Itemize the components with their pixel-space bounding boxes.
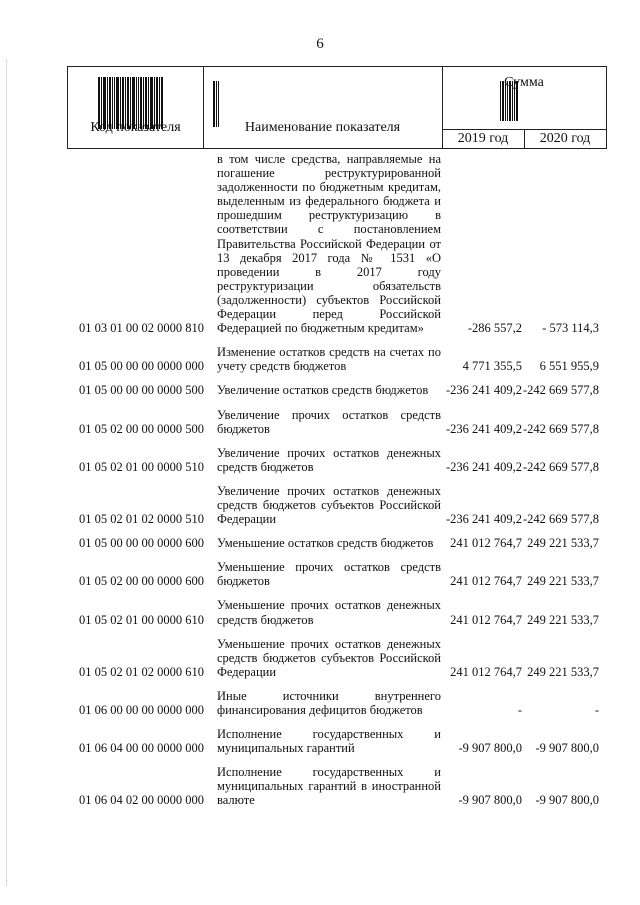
row-code: 01 05 00 00 00 0000 000 bbox=[79, 359, 204, 374]
row-value-2019: 4 771 355,5 bbox=[462, 359, 522, 374]
row-value-2020: -242 669 577,8 bbox=[522, 512, 599, 527]
row-code: 01 03 01 00 02 0000 810 bbox=[79, 321, 204, 336]
row-value-2020: -242 669 577,8 bbox=[522, 459, 599, 474]
row-value-2020: 249 221 533,7 bbox=[527, 664, 599, 679]
row-description: Изменение остатков средств на счетах по учету средств бюджетов bbox=[217, 345, 441, 374]
row-value-2020: - bbox=[594, 703, 599, 717]
row-description: Уменьшение остатков средств бюджетов bbox=[217, 536, 434, 551]
row-value-2020: -242 669 577,8 bbox=[522, 421, 599, 436]
header-year-2020: 2020 год bbox=[539, 131, 591, 146]
header-name-label: Наименование показателя bbox=[244, 120, 401, 135]
row-value-2020: 249 221 533,7 bbox=[527, 536, 599, 551]
header-sum-top bbox=[442, 67, 606, 130]
row-description: Уменьшение прочих остатков денежных средств бюджетов субъектов Российской Федерации bbox=[217, 636, 441, 679]
row-code: 01 05 02 00 00 0000 600 bbox=[79, 574, 204, 589]
row-description: Иные источники внутреннего финансирования дефицитов бюджетов bbox=[217, 688, 441, 717]
header-sum-label: Сумма bbox=[504, 75, 544, 90]
row-description: в том числе средства, направляемые на погашение реструктурированной задолженности по бюджетным кредитам, выделенным из федерального бюджета и прошедшим реструктуризацию в соответствии с постановлением Правительства Российской Федерации от 13 декабря 2017 года № 1531 «О проведении в 2017 году реструктуризации обязательств (задолженности) субъектов Российской Федерации перед Российской Федерацией по бюджетным кредитам» bbox=[217, 152, 441, 336]
row-value-2020: -9 907 800,0 bbox=[535, 793, 599, 808]
row-code: 01 05 02 00 00 0000 500 bbox=[79, 421, 204, 436]
row-value-2020: - 573 114,3 bbox=[542, 321, 599, 336]
page-number: 6 bbox=[316, 36, 324, 52]
row-value-2019: -236 241 409,2 bbox=[445, 512, 522, 527]
row-code: 01 06 00 00 00 0000 000 bbox=[79, 703, 204, 717]
header-year-2019: 2019 год bbox=[442, 129, 525, 148]
table-row bbox=[67, 408, 607, 436]
row-value-2019: - bbox=[517, 703, 522, 717]
table-row bbox=[67, 345, 607, 373]
header-sum-cell bbox=[442, 67, 606, 148]
row-code: 01 05 02 01 00 0000 510 bbox=[79, 459, 204, 474]
row-description: Уменьшение прочих остатков средств бюджетов bbox=[217, 560, 441, 589]
table-row bbox=[67, 560, 607, 588]
row-code: 01 05 00 00 00 0000 500 bbox=[79, 383, 204, 398]
table-row bbox=[67, 765, 607, 807]
row-value-2019: 241 012 764,7 bbox=[450, 536, 522, 551]
row-value-2019: 241 012 764,7 bbox=[450, 664, 522, 679]
row-value-2020: 249 221 533,7 bbox=[527, 574, 599, 589]
row-value-2019: -236 241 409,2 bbox=[445, 383, 522, 398]
row-code: 01 06 04 02 00 0000 000 bbox=[79, 793, 204, 808]
row-code: 01 05 02 01 00 0000 610 bbox=[79, 612, 204, 627]
row-description: Исполнение государственных и муниципальных гарантий в иностранной валюте bbox=[217, 765, 441, 808]
table-row bbox=[67, 637, 607, 679]
table-row bbox=[67, 446, 607, 474]
row-value-2019: -286 557,2 bbox=[467, 321, 522, 336]
row-description: Исполнение государственных и муниципальных гарантий bbox=[217, 727, 441, 756]
row-value-2019: 241 012 764,7 bbox=[450, 574, 522, 589]
row-value-2019: -236 241 409,2 bbox=[445, 421, 522, 436]
row-value-2019: -9 907 800,0 bbox=[458, 793, 522, 808]
table-row bbox=[67, 536, 607, 550]
table-row bbox=[67, 598, 607, 626]
table-row bbox=[67, 152, 607, 335]
header-code-label: Код показателя bbox=[90, 120, 181, 135]
table-row bbox=[67, 689, 607, 717]
row-value-2019: 241 012 764,7 bbox=[450, 612, 522, 627]
row-value-2020: -242 669 577,8 bbox=[522, 383, 599, 398]
row-value-2020: -9 907 800,0 bbox=[535, 741, 599, 756]
row-description: Увеличение прочих остатков денежных средств бюджетов bbox=[217, 445, 441, 474]
table-body bbox=[67, 149, 607, 808]
row-code: 01 05 02 01 02 0000 510 bbox=[79, 512, 204, 527]
row-description: Уменьшение прочих остатков денежных средств бюджетов bbox=[217, 598, 441, 627]
row-description: Увеличение остатков средств бюджетов bbox=[217, 383, 429, 398]
row-code: 01 06 04 00 00 0000 000 bbox=[79, 741, 204, 756]
header-code-cell bbox=[68, 67, 204, 148]
row-code: 01 05 00 00 00 0000 600 bbox=[79, 536, 204, 551]
table-row bbox=[67, 727, 607, 755]
row-description: Увеличение прочих остатков денежных средств бюджетов субъектов Российской Федерации bbox=[217, 483, 441, 527]
row-description: Увеличение прочих остатков средств бюджетов bbox=[217, 407, 441, 436]
row-value-2019: -236 241 409,2 bbox=[445, 459, 522, 474]
row-code: 01 05 02 01 02 0000 610 bbox=[79, 664, 204, 679]
table-row bbox=[67, 484, 607, 526]
row-value-2020: 249 221 533,7 bbox=[527, 612, 599, 627]
margin-dotted-line bbox=[6, 60, 7, 885]
row-value-2019: -9 907 800,0 bbox=[458, 741, 522, 756]
table-row bbox=[67, 383, 607, 397]
header-name-cell bbox=[203, 67, 443, 148]
table-header bbox=[67, 66, 607, 149]
row-value-2020: 6 551 955,9 bbox=[539, 359, 599, 374]
